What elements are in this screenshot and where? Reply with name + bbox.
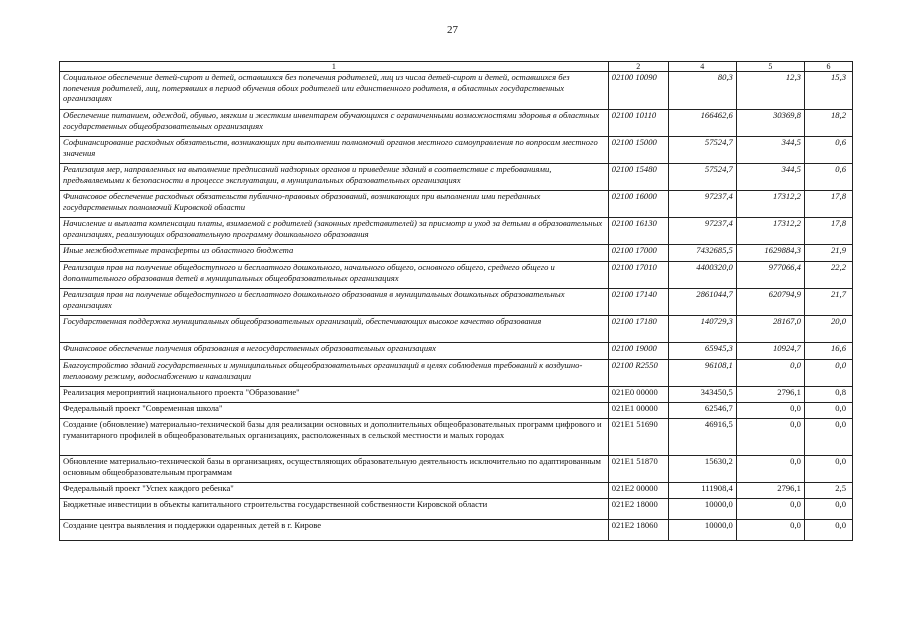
row-value-col5: 2796,1 bbox=[736, 387, 804, 403]
table-row bbox=[60, 520, 853, 541]
row-value-col4: 10000,0 bbox=[668, 499, 736, 520]
row-value-col6: 0,0 bbox=[804, 360, 852, 387]
row-value-col5: 0,0 bbox=[736, 499, 804, 520]
row-value-col6: 20,0 bbox=[804, 316, 852, 343]
table-row bbox=[60, 110, 853, 137]
row-code: 021E0 00000 bbox=[608, 387, 668, 403]
row-name: Федеральный проект "Успех каждого ребенка" bbox=[60, 483, 609, 499]
row-value-col5: 0,0 bbox=[736, 360, 804, 387]
row-value-col6: 0,0 bbox=[804, 419, 852, 456]
row-code: 02100 17010 bbox=[608, 262, 668, 289]
row-name: Обеспечение питанием, одеждой, обувью, мягким и жестким инвентарем обучающихся с ограниченными возможностями здоровья в областных государственных общеобразовательных организациях bbox=[60, 110, 609, 137]
row-value-col6: 0,0 bbox=[804, 499, 852, 520]
row-value-col5: 17312,2 bbox=[736, 191, 804, 218]
row-value-col4: 15630,2 bbox=[668, 456, 736, 483]
column-header-1: 1 bbox=[60, 62, 609, 72]
row-code: 02100 17180 bbox=[608, 316, 668, 343]
row-name: Создание центра выявления и поддержки одаренных детей в г. Кирове bbox=[60, 520, 609, 541]
row-value-col5: 0,0 bbox=[736, 403, 804, 419]
row-value-col6: 16,6 bbox=[804, 343, 852, 360]
row-value-col4: 97237,4 bbox=[668, 191, 736, 218]
table-row bbox=[60, 164, 853, 191]
table-row bbox=[60, 499, 853, 520]
row-name: Реализация прав на получение общедоступного и бесплатного дошкольного, начального общего, основного общего, среднего общего и дополнительного образования детей в муниципальных общеобразовательных организациях bbox=[60, 262, 609, 289]
row-value-col4: 62546,7 bbox=[668, 403, 736, 419]
table-row bbox=[60, 245, 853, 262]
row-value-col5: 28167,0 bbox=[736, 316, 804, 343]
table-row bbox=[60, 387, 853, 403]
row-name: Благоустройство зданий государственных и муниципальных общеобразовательных организаций в целях соблюдения требований к воздушно-тепловому режиму, водоснабжению и канализации bbox=[60, 360, 609, 387]
row-code: 021E1 00000 bbox=[608, 403, 668, 419]
row-value-col6: 21,7 bbox=[804, 289, 852, 316]
row-code: 02100 16000 bbox=[608, 191, 668, 218]
row-name: Финансовое обеспечение расходных обязательств публично-правовых образований, возникающих при выполнении ими переданных государственных полномочий Кировской области bbox=[60, 191, 609, 218]
row-code: 021E2 18000 bbox=[608, 499, 668, 520]
row-value-col6: 0,0 bbox=[804, 403, 852, 419]
budget-table bbox=[59, 61, 853, 541]
table-row bbox=[60, 316, 853, 343]
table-row bbox=[60, 483, 853, 499]
row-value-col4: 97237,4 bbox=[668, 218, 736, 245]
row-code: 021E2 00000 bbox=[608, 483, 668, 499]
row-value-col5: 30369,8 bbox=[736, 110, 804, 137]
row-value-col6: 17,8 bbox=[804, 218, 852, 245]
row-code: 02100 10110 bbox=[608, 110, 668, 137]
table-row bbox=[60, 191, 853, 218]
row-value-col4: 343450,5 bbox=[668, 387, 736, 403]
row-code: 02100 R2550 bbox=[608, 360, 668, 387]
column-header-5: 5 bbox=[736, 62, 804, 72]
row-value-col6: 21,9 bbox=[804, 245, 852, 262]
row-value-col6: 22,2 bbox=[804, 262, 852, 289]
table-row bbox=[60, 419, 853, 456]
row-code: 02100 19000 bbox=[608, 343, 668, 360]
row-value-col6: 17,8 bbox=[804, 191, 852, 218]
row-value-col5: 12,3 bbox=[736, 72, 804, 110]
column-header-4: 4 bbox=[668, 62, 736, 72]
row-code: 02100 16130 bbox=[608, 218, 668, 245]
row-value-col6: 0,8 bbox=[804, 387, 852, 403]
row-code: 02100 15000 bbox=[608, 137, 668, 164]
row-code: 02100 10090 bbox=[608, 72, 668, 110]
row-value-col5: 0,0 bbox=[736, 419, 804, 456]
page-number: 27 bbox=[447, 24, 458, 36]
row-value-col4: 166462,6 bbox=[668, 110, 736, 137]
row-value-col5: 1629884,3 bbox=[736, 245, 804, 262]
row-code: 02100 17140 bbox=[608, 289, 668, 316]
row-value-col5: 2796,1 bbox=[736, 483, 804, 499]
row-value-col4: 57524,7 bbox=[668, 137, 736, 164]
row-value-col4: 10000,0 bbox=[668, 520, 736, 541]
row-name: Обновление материально-технической базы в организациях, осуществляющих образовательную деятельность исключительно по адаптированным основным общеобразовательным программам bbox=[60, 456, 609, 483]
row-name: Софинансирование расходных обязательств, возникающих при выполнении полномочий органов местного самоуправления по вопросам местного значения bbox=[60, 137, 609, 164]
row-name: Бюджетные инвестиции в объекты капитального строительства государственной собственности Кировской области bbox=[60, 499, 609, 520]
row-value-col4: 65945,3 bbox=[668, 343, 736, 360]
row-value-col6: 0,6 bbox=[804, 164, 852, 191]
table-row bbox=[60, 289, 853, 316]
row-value-col4: 2861044,7 bbox=[668, 289, 736, 316]
row-name: Создание (обновление) материально-технической базы для реализации основных и дополнительных общеобразовательных программ цифрового и гуманитарного профилей в общеобразовательных организациях, расположенных в сельской местности и малых городах bbox=[60, 419, 609, 456]
row-value-col6: 0,0 bbox=[804, 520, 852, 541]
row-value-col5: 344,5 bbox=[736, 137, 804, 164]
row-value-col4: 111908,4 bbox=[668, 483, 736, 499]
row-value-col4: 96108,1 bbox=[668, 360, 736, 387]
column-number-row bbox=[60, 62, 853, 72]
row-value-col5: 977066,4 bbox=[736, 262, 804, 289]
row-value-col4: 46916,5 bbox=[668, 419, 736, 456]
table-row bbox=[60, 456, 853, 483]
row-name: Государственная поддержка муниципальных общеобразовательных организаций, обеспечивающих высокое качество образования bbox=[60, 316, 609, 343]
row-name: Реализация мероприятий национального проекта "Образование" bbox=[60, 387, 609, 403]
row-value-col5: 10924,7 bbox=[736, 343, 804, 360]
row-value-col5: 0,0 bbox=[736, 520, 804, 541]
table-row bbox=[60, 218, 853, 245]
row-value-col4: 4400320,0 bbox=[668, 262, 736, 289]
row-name: Финансовое обеспечение получения образования в негосударственных образовательных организациях bbox=[60, 343, 609, 360]
row-value-col5: 0,0 bbox=[736, 456, 804, 483]
row-value-col6: 18,2 bbox=[804, 110, 852, 137]
table-row bbox=[60, 262, 853, 289]
row-value-col4: 80,3 bbox=[668, 72, 736, 110]
row-code: 02100 15480 bbox=[608, 164, 668, 191]
row-code: 021E2 18060 bbox=[608, 520, 668, 541]
row-value-col6: 0,6 bbox=[804, 137, 852, 164]
row-code: 02100 17000 bbox=[608, 245, 668, 262]
table-row bbox=[60, 72, 853, 110]
row-value-col4: 7432685,5 bbox=[668, 245, 736, 262]
table-body bbox=[60, 72, 853, 541]
row-name: Социальное обеспечение детей-сирот и детей, оставшихся без попечения родителей, лиц из числа детей-сирот и детей, оставшихся без попечения родителей, лиц, потерявших в период обучения обоих родителей или единственного родителя, в областных государственных организациях bbox=[60, 72, 609, 110]
row-value-col5: 344,5 bbox=[736, 164, 804, 191]
row-name: Реализация мер, направленных на выполнение предписаний надзорных органов и приведение зданий в соответствие с требованиями, предъявляемыми к безопасности в процессе эксплуатации, в муниципальных образовательных организациях bbox=[60, 164, 609, 191]
row-value-col4: 140729,3 bbox=[668, 316, 736, 343]
table-row bbox=[60, 403, 853, 419]
row-value-col6: 2,5 bbox=[804, 483, 852, 499]
row-code: 021E1 51690 bbox=[608, 419, 668, 456]
column-header-6: 6 bbox=[804, 62, 852, 72]
row-value-col6: 0,0 bbox=[804, 456, 852, 483]
table-row bbox=[60, 360, 853, 387]
row-code: 021E1 51870 bbox=[608, 456, 668, 483]
row-name: Иные межбюджетные трансферты из областного бюджета bbox=[60, 245, 609, 262]
row-name: Федеральный проект "Современная школа" bbox=[60, 403, 609, 419]
table-header bbox=[60, 62, 853, 72]
row-value-col5: 620794,9 bbox=[736, 289, 804, 316]
table-row bbox=[60, 137, 853, 164]
row-name: Реализация прав на получение общедоступного и бесплатного дошкольного образования в муниципальных дошкольных образовательных организациях bbox=[60, 289, 609, 316]
row-name: Начисление и выплата компенсации платы, взимаемой с родителей (законных представителей) за присмотр и уход за детьми в образовательных организациях, реализующих образовательную программу дошкольного образования bbox=[60, 218, 609, 245]
row-value-col5: 17312,2 bbox=[736, 218, 804, 245]
column-header-2: 2 bbox=[608, 62, 668, 72]
row-value-col6: 15,3 bbox=[804, 72, 852, 110]
table-row bbox=[60, 343, 853, 360]
row-value-col4: 57524,7 bbox=[668, 164, 736, 191]
